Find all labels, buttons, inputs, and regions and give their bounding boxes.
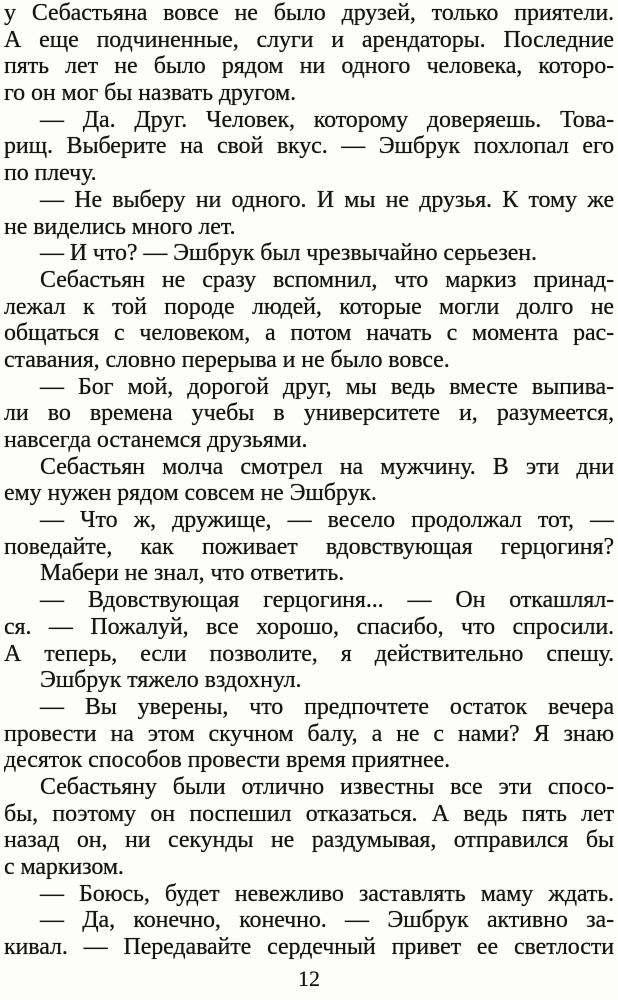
text-line: — Да. Друг. Человек, которому доверяешь. Това- [40,106,614,133]
text-line: ли во времена учебы в университете и, разумеется, [4,400,614,427]
text-line: — Не выберу ни одного. И мы не друзья. К тому же [40,186,614,213]
text-line: — Да, конечно, конечно. — Эшбрук активно за- [40,907,614,934]
text-line: у Себастьяна вовсе не было друзей, только приятели. [4,0,614,26]
page-number: 12 [298,966,320,991]
text-line: десяток способов провести время приятнее. [4,747,451,774]
text-line: — Что ж, дружище, — весело продолжал тот, — [40,507,614,534]
text-line: — Бог мой, дорогой друг, мы ведь вместе выпива- [40,373,614,400]
text-line: пять лет не было рядом ни одного человека, которо- [4,53,614,80]
text-line: лежал к той породе людей, которые могли долго не [4,293,614,320]
text-line: с маркизом. [4,854,124,880]
text-line: А еще подчиненные, слуги и арендаторы. Последние [4,26,614,53]
text-line: по плечу. [4,160,97,187]
text-line: навсегда останемся друзьями. [4,427,308,453]
text-line: бы, поэтому он поспешил отказаться. А ведь пять лет [4,800,614,827]
text-line: ему нужен рядом совсем не Эшбрук. [4,480,377,507]
text-line: Себастьяну были отлично известны все эти спосо- [40,773,614,800]
text-line: — Вы уверены, что предпочтете остаток вечера [40,693,614,720]
text-line: провести на этом скучном балу, а не с нами? Я знаю [4,720,614,747]
text-line: ставания, словно перерыва и не было вовсе. [4,346,450,373]
text-line: общаться с человеком, а потом начать с момента рас- [4,320,614,347]
text-line: — И что? — Эшбрук был чрезвычайно серьезен. [40,240,537,267]
text-line: Себастьян не сразу вспомнил, что маркиз принад- [40,266,614,293]
text-line: Эшбрук тяжело вздохнул. [40,667,302,694]
text-line: поведайте, как поживает вдовствующая герцогиня? [4,533,614,560]
text-line: — Боюсь, будет невежливо заставлять маму ждать. [40,880,614,907]
text-line: не виделись много лет. [4,213,236,240]
text-line: — Вдовствующая герцогиня... — Он откашлял- [40,587,614,614]
text-line: рищ. Выберите на свой вкус. — Эшбрук похлопал его [4,133,614,160]
text-line: А теперь, если позволите, я действительно спешу. [4,640,614,667]
text-line: го он мог бы назвать другом. [4,80,296,107]
text-line: назад он, ни секунды не раздумывая, отправился бы [4,827,614,854]
text-line: Мабери не знал, что ответить. [40,560,345,587]
body-text [4,0,614,961]
text-line: ся. — Пожалуй, все хорошо, спасибо, что спросили. [4,613,614,640]
text-line: кивал. — Передавайте сердечный привет ее светлости [4,934,614,961]
text-line: Себастьян молча смотрел на мужчину. В эти дни [40,453,614,480]
